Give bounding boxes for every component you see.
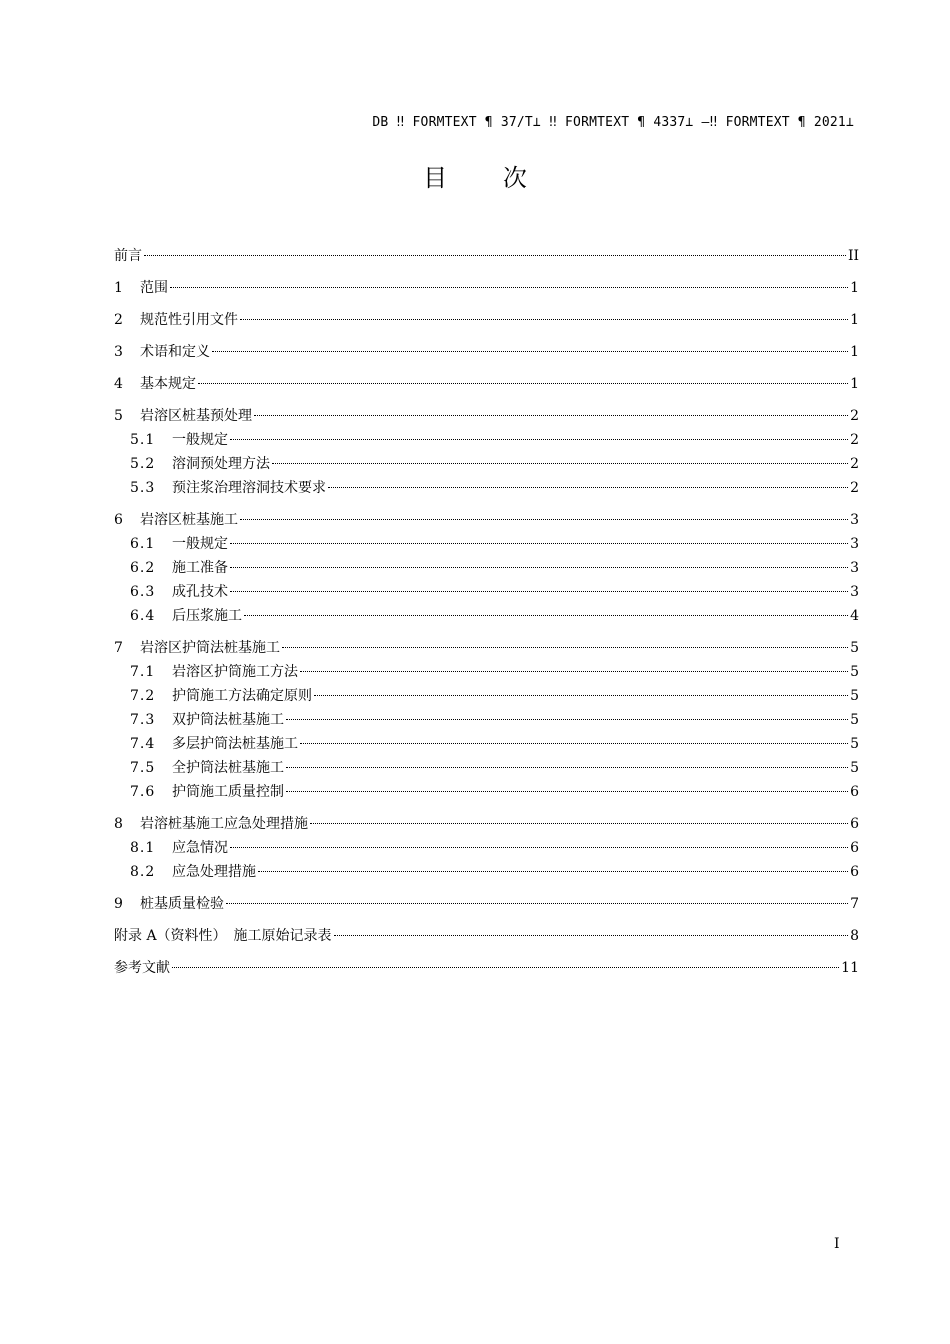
toc-dot-leader: [172, 966, 839, 968]
toc-entry[interactable]: [114, 404, 859, 428]
toc-entry[interactable]: [114, 780, 859, 804]
toc-entry-page: 4: [850, 608, 859, 624]
toc-entry-number: 5: [114, 408, 123, 424]
toc-dot-leader: [286, 766, 848, 768]
toc-entry-number: 8.1: [130, 840, 156, 856]
toc-entry-page: 6: [850, 816, 859, 832]
toc-entry-number: 5.2: [130, 456, 156, 472]
toc-entry-page: 6: [850, 840, 859, 856]
toc-entry[interactable]: [114, 276, 859, 300]
toc-entry-number: 6: [114, 512, 123, 528]
toc-entry-title: 双护筒法桩基施工: [172, 712, 284, 728]
toc-entry-title: 施工准备: [172, 560, 228, 576]
toc-entry-number: 1: [114, 280, 123, 296]
toc-entry[interactable]: [114, 580, 859, 604]
toc-dot-leader: [314, 694, 848, 696]
toc-entry-page: 1: [850, 376, 859, 392]
toc-entry-page: 3: [850, 536, 859, 552]
toc-entry-title: 岩溶区桩基施工: [140, 512, 238, 528]
toc-dot-leader: [282, 646, 848, 648]
toc-entry-title: 岩溶区桩基预处理: [140, 408, 252, 424]
toc-entry-title: 前言: [114, 248, 142, 264]
toc-dot-leader: [170, 286, 848, 288]
toc-entry-number: 6.2: [130, 560, 156, 576]
toc-entry-page: 5: [850, 688, 859, 704]
toc-entry-page: 7: [850, 896, 859, 912]
toc-entry-title: 参考文献: [114, 960, 170, 976]
toc-entry-page: 1: [850, 312, 859, 328]
toc-entry-number: 6.4: [130, 608, 156, 624]
toc-dot-leader: [334, 934, 849, 936]
toc-entry[interactable]: [114, 244, 859, 268]
toc-entry-page: 3: [850, 560, 859, 576]
toc-entry-number: 7.4: [130, 736, 156, 752]
toc-entry-number: 7.1: [130, 664, 156, 680]
toc-entry-number: 7.6: [130, 784, 156, 800]
toc-dot-leader: [230, 566, 848, 568]
toc-entry-page: 5: [850, 712, 859, 728]
toc-dot-leader: [258, 870, 848, 872]
toc-entry[interactable]: [114, 708, 859, 732]
toc-entry-title: 规范性引用文件: [140, 312, 238, 328]
toc-entry[interactable]: [114, 340, 859, 364]
toc-entry-page: 5: [850, 640, 859, 656]
toc-entry-title: 岩溶区护筒法桩基施工: [140, 640, 280, 656]
toc-dot-leader: [240, 518, 848, 520]
toc-entry-page: 5: [850, 736, 859, 752]
toc-entry-title: 多层护筒法桩基施工: [172, 736, 298, 752]
toc-dot-leader: [144, 254, 846, 256]
toc-entry[interactable]: [114, 636, 859, 660]
toc-entry[interactable]: [114, 860, 859, 884]
toc-entry-title: 护筒施工质量控制: [172, 784, 284, 800]
toc-entry[interactable]: [114, 308, 859, 332]
toc-entry-title: 后压浆施工: [172, 608, 242, 624]
toc-dot-leader: [240, 318, 848, 320]
toc-entry[interactable]: [114, 756, 859, 780]
toc-dot-leader: [286, 790, 848, 792]
toc-entry[interactable]: [114, 604, 859, 628]
toc-entry[interactable]: [114, 508, 859, 532]
toc-dot-leader: [300, 670, 848, 672]
toc-entry-title: 应急情况: [172, 840, 228, 856]
toc-entry-title: 应急处理措施: [172, 864, 256, 880]
toc-entry-number: 4: [114, 376, 123, 392]
toc-dot-leader: [226, 902, 848, 904]
toc-entry[interactable]: [114, 660, 859, 684]
toc-entry-title: 全护筒法桩基施工: [172, 760, 284, 776]
toc-dot-leader: [230, 542, 848, 544]
toc-entry-title: 预注浆治理溶洞技术要求: [172, 480, 326, 496]
toc-entry-page: 6: [850, 784, 859, 800]
toc-dot-leader: [300, 742, 848, 744]
page-title: [0, 158, 950, 193]
standard-code-header: DB ‼ FORMTEXT ¶ 37/T⊥ ‼ FORMTEXT ¶ 4337⊥ —‼ FORMTEXT ¶ 2021⊥: [372, 115, 854, 130]
table-of-contents: [114, 244, 859, 980]
toc-dot-leader: [230, 590, 848, 592]
toc-entry-number: 5.1: [130, 432, 156, 448]
toc-entry-page: 5: [850, 760, 859, 776]
toc-entry[interactable]: [114, 428, 859, 452]
toc-entry-title: 范围: [140, 280, 168, 296]
toc-entry-page: 2: [850, 480, 859, 496]
toc-dot-leader: [244, 614, 848, 616]
toc-dot-leader: [230, 846, 848, 848]
toc-dot-leader: [286, 718, 848, 720]
toc-entry-title: 岩溶区护筒施工方法: [172, 664, 298, 680]
toc-dot-leader: [310, 822, 848, 824]
toc-entry-title: 成孔技术: [172, 584, 228, 600]
toc-entry-title: 附录 A（资料性） 施工原始记录表: [114, 928, 332, 944]
toc-entry-page: II: [847, 248, 859, 264]
toc-entry-page: 1: [850, 344, 859, 360]
toc-entry-title: 基本规定: [140, 376, 196, 392]
toc-entry-page: 2: [850, 432, 859, 448]
toc-entry-number: 9: [114, 896, 123, 912]
toc-entry-page: 2: [850, 456, 859, 472]
toc-dot-leader: [230, 438, 848, 440]
toc-entry[interactable]: [114, 892, 859, 916]
toc-entry-number: 5.3: [130, 480, 156, 496]
toc-entry[interactable]: [114, 556, 859, 580]
toc-entry-number: 6.3: [130, 584, 156, 600]
toc-entry-title: 一般规定: [172, 536, 228, 552]
toc-entry[interactable]: [114, 532, 859, 556]
toc-entry-number: 3: [114, 344, 123, 360]
toc-dot-leader: [254, 414, 848, 416]
footer-page-number: I: [834, 1236, 840, 1252]
toc-entry-page: 2: [850, 408, 859, 424]
toc-entry[interactable]: [114, 476, 859, 500]
toc-entry[interactable]: [114, 812, 859, 836]
toc-entry-number: 8.2: [130, 864, 156, 880]
toc-entry-title: 桩基质量检验: [140, 896, 224, 912]
toc-entry-number: 8: [114, 816, 123, 832]
toc-entry-title: 溶洞预处理方法: [172, 456, 270, 472]
toc-entry-number: 7.3: [130, 712, 156, 728]
toc-dot-leader: [272, 462, 848, 464]
toc-entry-page: 11: [841, 960, 859, 976]
toc-entry-title: 护筒施工方法确定原则: [172, 688, 312, 704]
toc-entry-page: 8: [850, 928, 859, 944]
toc-entry-number: 2: [114, 312, 123, 328]
toc-entry-page: 5: [850, 664, 859, 680]
toc-entry[interactable]: [114, 924, 859, 948]
toc-entry[interactable]: [114, 372, 859, 396]
toc-entry-title: 术语和定义: [140, 344, 210, 360]
toc-entry-page: 1: [850, 280, 859, 296]
toc-entry[interactable]: [114, 836, 859, 860]
toc-dot-leader: [328, 486, 848, 488]
toc-entry-number: 6.1: [130, 536, 156, 552]
toc-entry[interactable]: [114, 732, 859, 756]
toc-entry[interactable]: [114, 452, 859, 476]
title-char-2: 次: [502, 164, 527, 192]
toc-dot-leader: [212, 350, 848, 352]
title-char-1: 目: [423, 164, 448, 192]
toc-dot-leader: [198, 382, 848, 384]
toc-entry[interactable]: [114, 684, 859, 708]
toc-entry-page: 3: [850, 584, 859, 600]
toc-entry-number: 7.5: [130, 760, 156, 776]
toc-entry-title: 一般规定: [172, 432, 228, 448]
toc-entry[interactable]: [114, 956, 859, 980]
toc-entry-page: 3: [850, 512, 859, 528]
toc-entry-page: 6: [850, 864, 859, 880]
toc-entry-number: 7.2: [130, 688, 156, 704]
toc-entry-number: 7: [114, 640, 123, 656]
toc-entry-title: 岩溶桩基施工应急处理措施: [140, 816, 308, 832]
